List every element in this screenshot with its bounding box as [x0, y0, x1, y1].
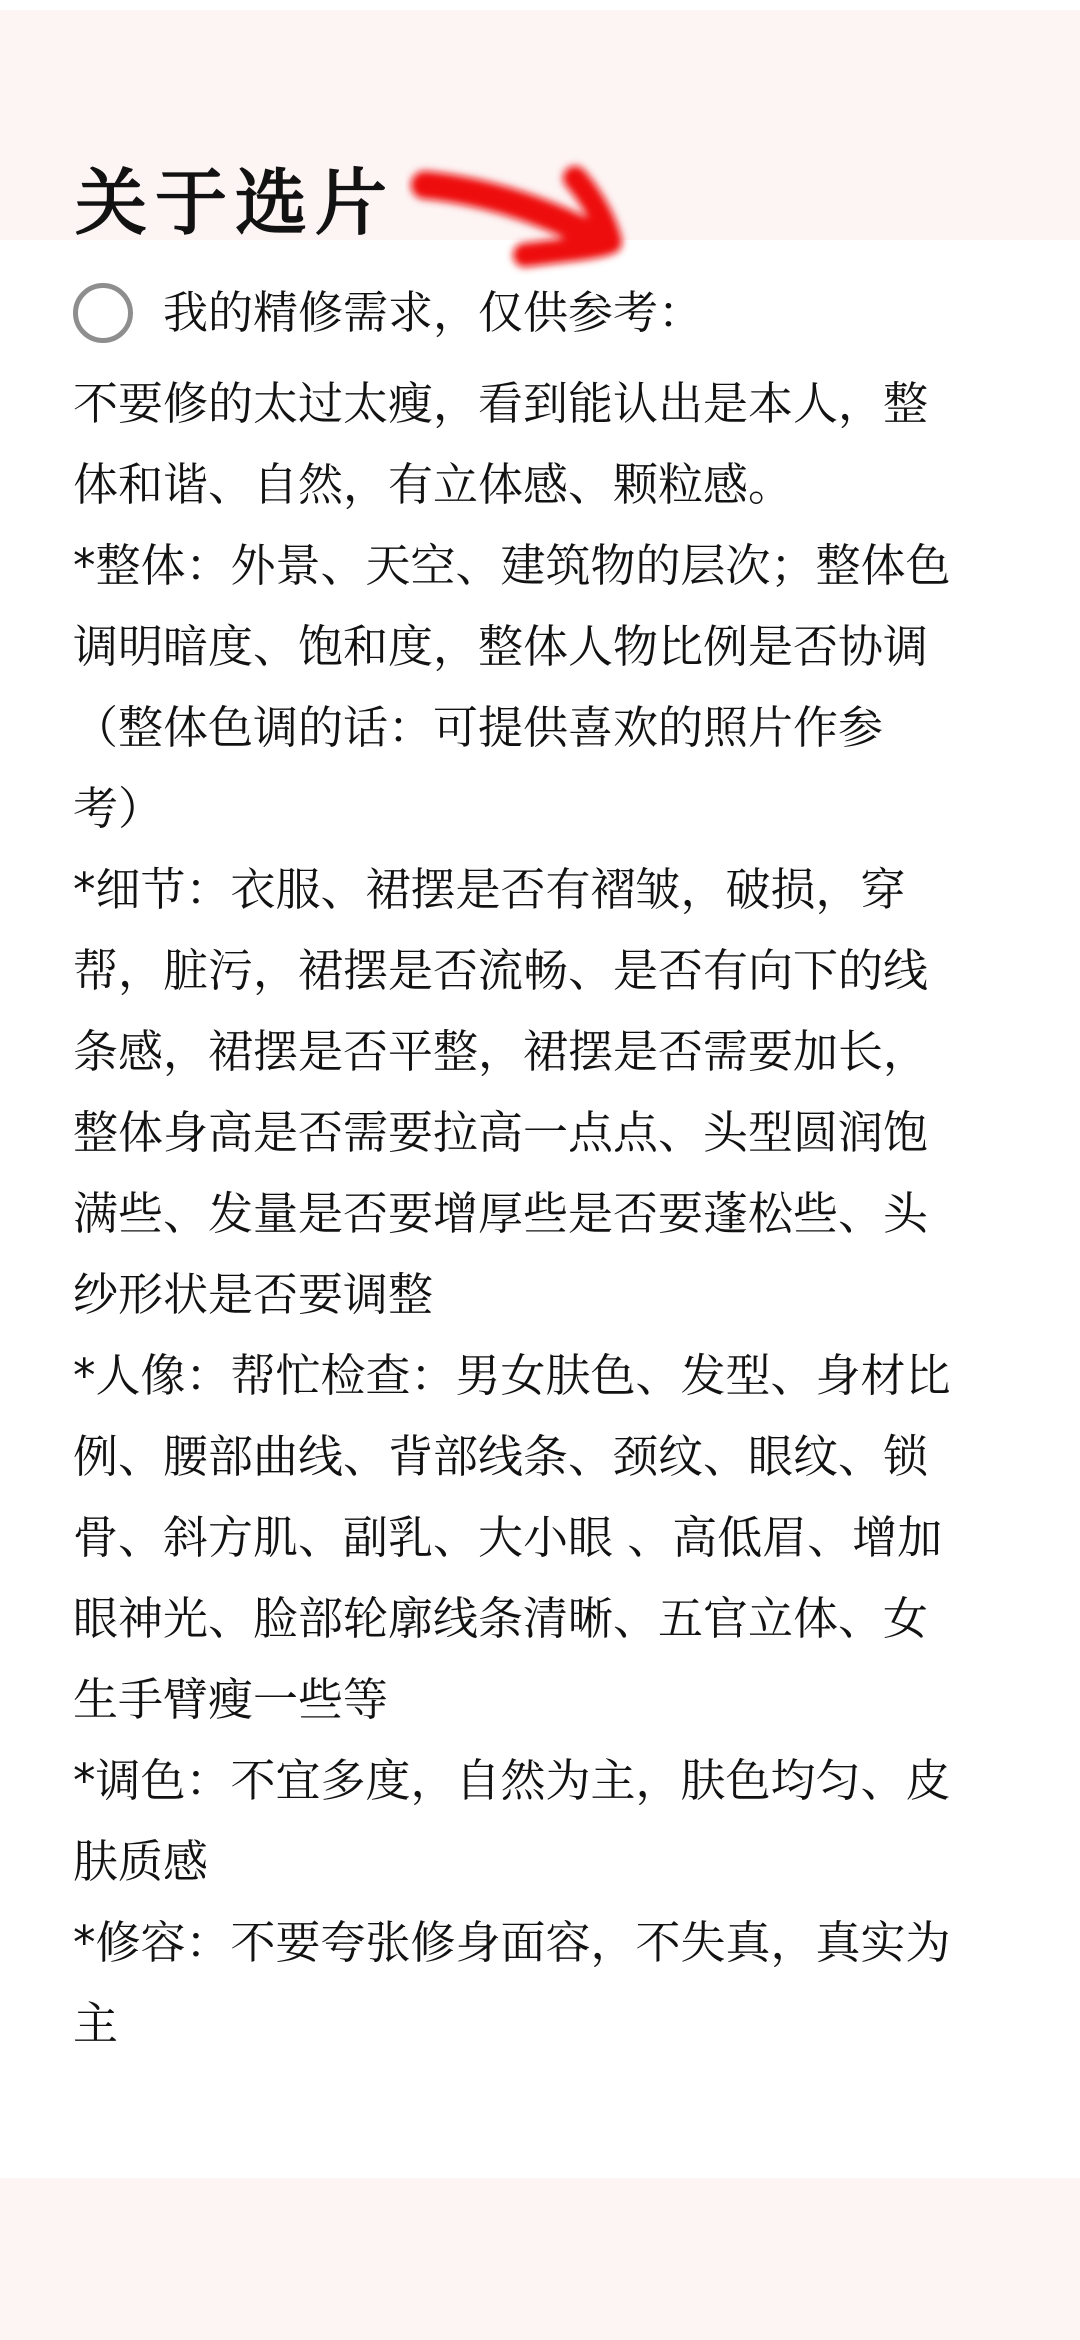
page-title: 关于选片: [75, 161, 396, 245]
paragraph-overall: *整体：外景、天空、建筑物的层次；整体色 调明暗度、饱和度，整体人物比例是否协调 （整体色调的话：可提供喜欢的照片作参 考）: [73, 539, 951, 835]
footer-background: [0, 2178, 1080, 2340]
paragraph-details: *细节：衣服、裙摆是否有褶皱，破损，穿 帮，脏污，裙摆是否流畅、是否有向下的线 条感，裙摆是否平整，裙摆是否需要加长， 整体身高是否需要拉高一点点、头型圆润饱 满些、发量是否要增厚些是否要蓬松些、头 纱形状是否要调整: [73, 863, 929, 1321]
requirements-text: [73, 363, 1019, 2064]
radio-unchecked-icon[interactable]: [73, 283, 133, 343]
top-edge: [0, 0, 1080, 10]
paragraph-portrait: *人像：帮忙检查：男女肤色、发型、身材比 例、腰部曲线、背部线条、颈纹、眼纹、锁 骨、斜方肌、副乳、大小眼 、高低眉、增加 眼神光、脸部轮廓线条清晰、五官立体、女 生手臂瘦一些等: [73, 1349, 951, 1726]
reference-option-label: 我的精修需求，仅供参考：: [163, 286, 704, 339]
paragraph-color-grading: *调色：不宜多度，自然为主，肤色均匀、皮 肤质感: [73, 1754, 951, 1888]
paragraph-intro: 不要修的太过太瘦，看到能认出是本人，整 体和谐、自然，有立体感、颗粒感。: [73, 377, 929, 511]
red-arrow-icon: [405, 150, 635, 275]
reference-option[interactable]: [73, 278, 703, 348]
paragraph-retouching: *修容：不要夸张修身面容，不失真，真实为 主: [73, 1916, 951, 2050]
